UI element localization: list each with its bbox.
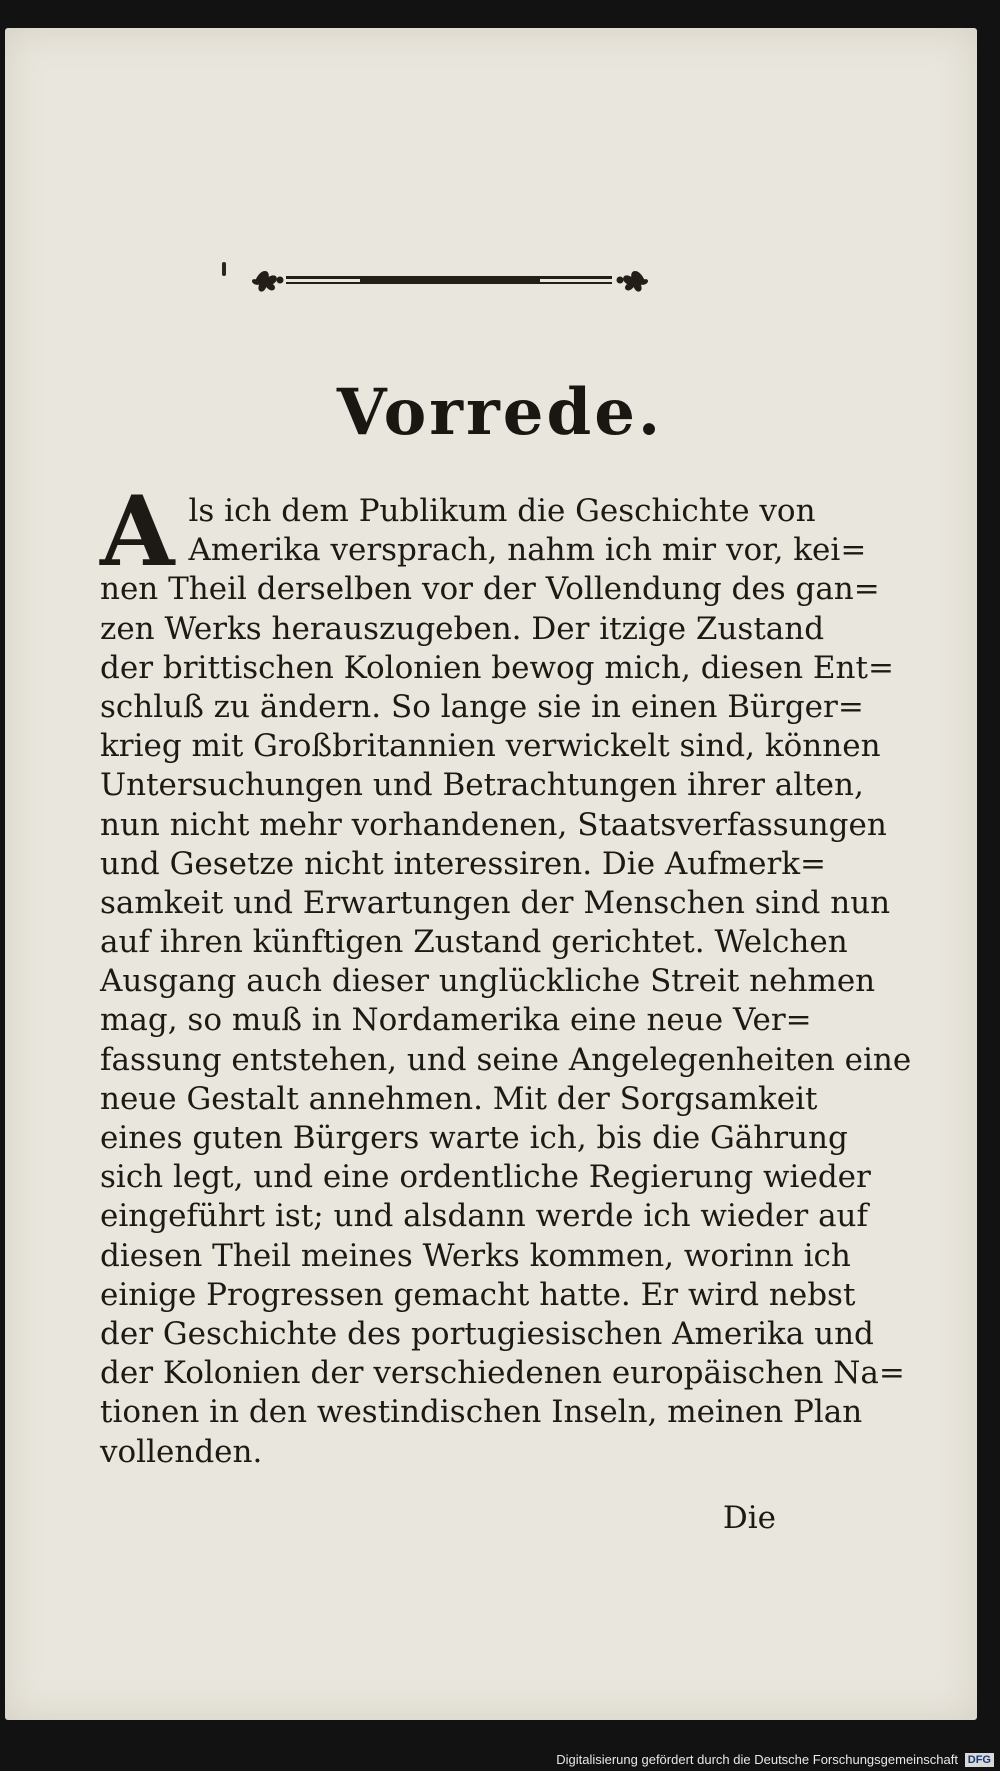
ornament-rule xyxy=(250,258,650,302)
text-line: Ausgang auch dieser unglückliche Streit nehmen xyxy=(100,963,876,1000)
text-line: der Geschichte des portugiesischen Amerika und xyxy=(100,1315,874,1352)
text-line: krieg mit Großbritannien verwickelt sind, können xyxy=(100,728,881,765)
catchword: Die xyxy=(722,1500,776,1536)
body-text xyxy=(100,475,912,1472)
text-line: neue Gestalt annehmen. Mit der Sorgsamkeit xyxy=(100,1080,818,1117)
text-line: einige Progressen gemacht hatte. Er wird nebst xyxy=(100,1276,856,1313)
text-line: zen Werks herauszugeben. Der itzige Zustand xyxy=(100,610,825,647)
text-line: der brittischen Kolonien bewog mich, diesen Ent= xyxy=(100,649,894,686)
text-line: auf ihren künftigen Zustand gerichtet. Welchen xyxy=(100,924,848,961)
text-line: und Gesetze nicht interessiren. Die Aufmerk= xyxy=(100,845,827,882)
text-line: vollenden. xyxy=(100,1433,263,1470)
text-line: fassung entstehen, und seine Angelegenheiten eine xyxy=(100,1041,912,1078)
text-line: eingeführt ist; und alsdann werde ich wieder auf xyxy=(100,1198,868,1235)
text-line: schluß zu ändern. So lange sie in einen Bürger= xyxy=(100,688,864,725)
text-line: nun nicht mehr vorhandenen, Staatsverfassungen xyxy=(100,806,887,843)
text-line: eines guten Bürgers warte ich, bis die Gährung xyxy=(100,1120,848,1156)
text-line: diesen Theil meines Werks kommen, worinn ich xyxy=(100,1237,851,1274)
page-title: Vorrede. xyxy=(336,375,664,450)
text-line: der Kolonien der verschiedenen europäischen Na= xyxy=(100,1355,905,1392)
dfg-logo: DFG xyxy=(965,1753,994,1767)
text-line: samkeit und Erwartungen der Menschen sind nun xyxy=(100,884,891,921)
digitization-credit: Digitalisierung gefördert durch die Deutsche Forschungsgemeinschaft xyxy=(556,1752,958,1767)
text-line: ls ich dem Publikum die Geschichte von xyxy=(188,493,816,529)
text-line: Amerika versprach, nahm ich mir vor, kei= xyxy=(188,532,867,569)
ink-tick-mark xyxy=(222,262,226,276)
text-line: mag, so muß in Nordamerika eine neue Ver= xyxy=(100,1002,812,1039)
text-line: tionen in den westindischen Inseln, meinen Plan xyxy=(100,1394,863,1431)
text-line: sich legt, und eine ordentliche Regierung wieder xyxy=(100,1159,871,1196)
text-line: nen Theil derselben vor der Vollendung des gan= xyxy=(100,571,880,608)
text-line: Untersuchungen und Betrachtungen ihrer alten, xyxy=(100,767,864,804)
drop-cap: A xyxy=(100,475,175,588)
